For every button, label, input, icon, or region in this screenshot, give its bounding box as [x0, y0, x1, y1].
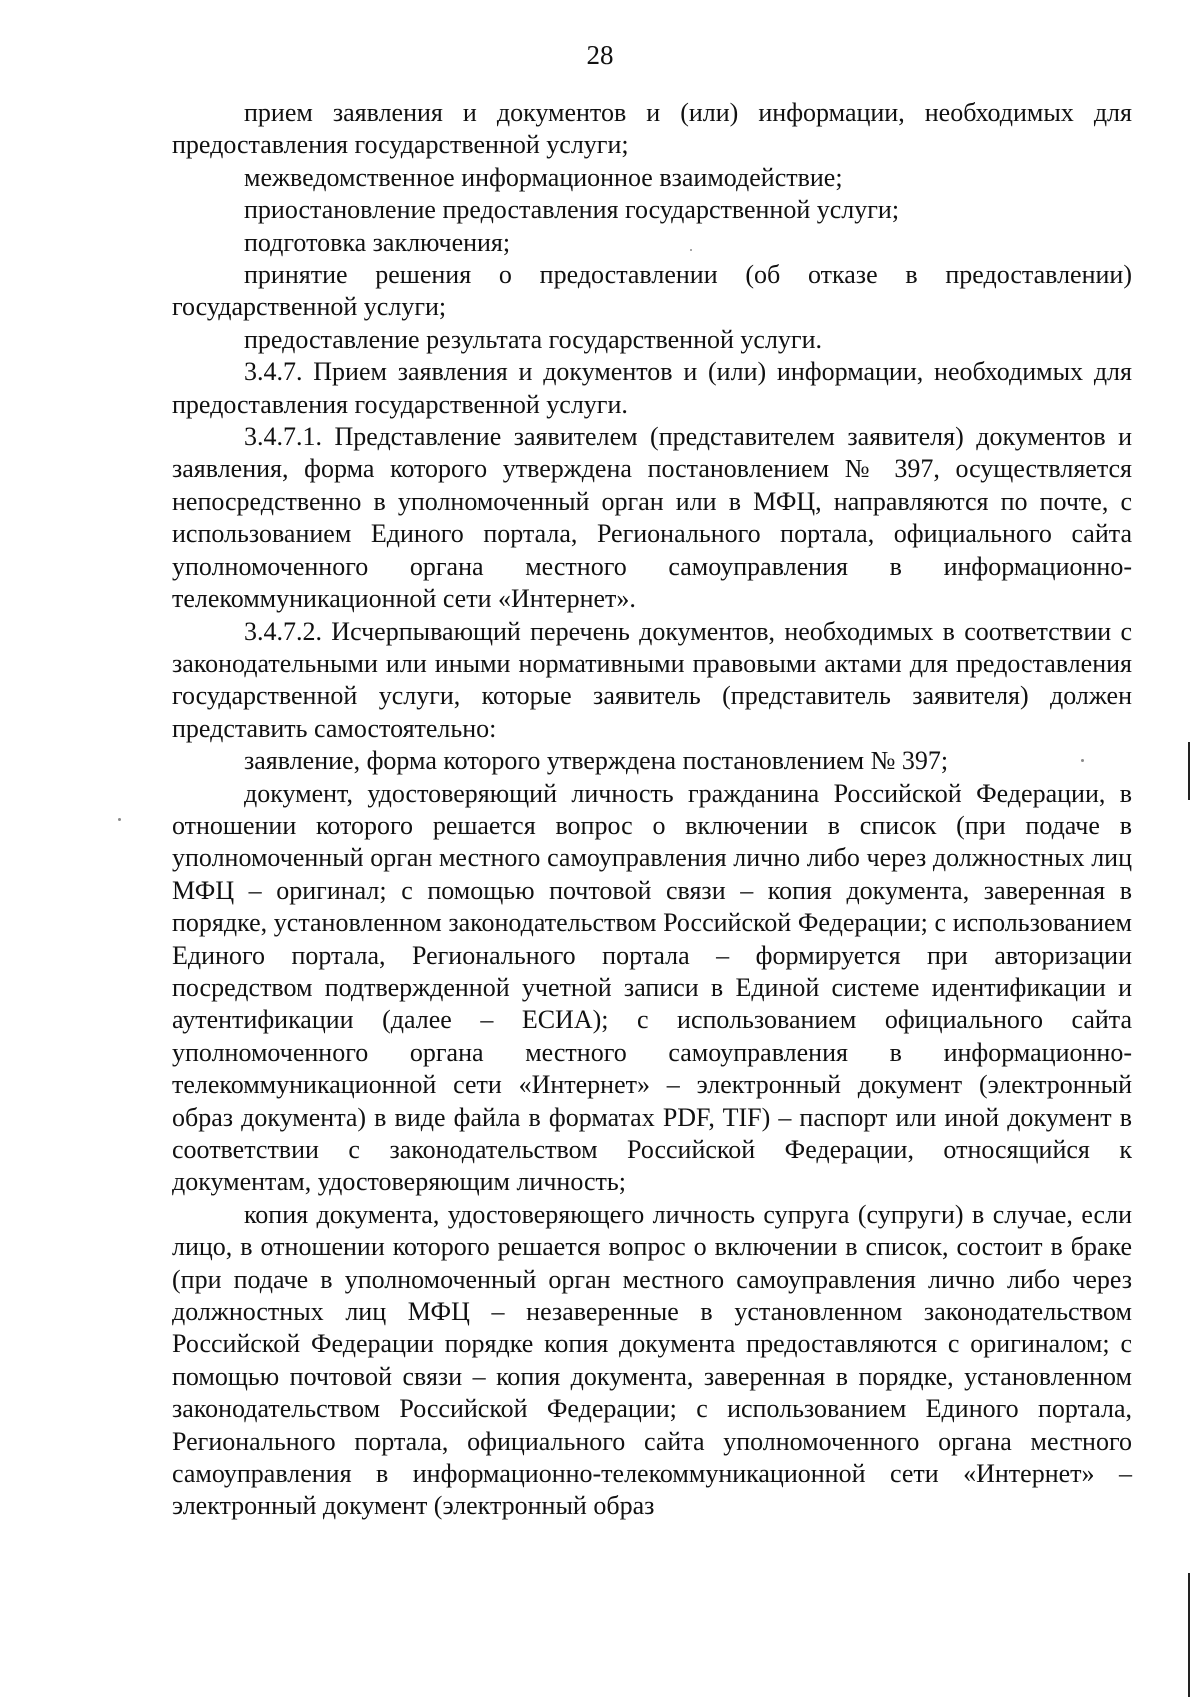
scan-speck [1081, 759, 1084, 762]
paragraph-5: принятие решения о предоставлении (об отказе в предоставлении) государственной услуги; [172, 260, 1132, 322]
paragraph-1: прием заявления и документов и (или) информации, необходимых для предоставления государственной услуги; [172, 98, 1132, 160]
paragraph-6: предоставление результата государственной услуги. [244, 324, 823, 354]
paragraph-7: 3.4.7. Прием заявления и документов и (или) информации, необходимых для предоставления государственной услуги. [172, 357, 1132, 419]
paragraph-3: приостановление предоставления государственной услуги; [244, 195, 900, 225]
document-body [172, 97, 1132, 1523]
paragraph-12: копия документа, удостоверяющего личность супруга (супруги) в случае, если лицо, в отношении которого решается вопрос о включении в список, состоит в браке (при подаче в уполномоченный орган местного самоуправления лично либо через должностных лиц МФЦ – незаверенные в установленном законодательством Российской Федерации порядке копия документа предоставляются с оригиналом; с помощью почтовой связи – копия документа, заверенная в порядке, установленном законодательством Российской Федерации; с использованием Единого портала, Регионального портала, официального сайта уполномоченного органа местного самоуправления в информационно-телекоммуникационной сети «Интернет» – электронный документ (электронный образ [172, 1199, 1132, 1521]
paragraph-9: 3.4.7.2. Исчерпывающий перечень документов, необходимых в соответствии с законодательными или иными нормативными правовыми актами для предоставления государственной услуги, которые заявитель (представитель заявителя) должен представить самостоятельно: [172, 616, 1132, 743]
scan-edge-mark [1188, 1573, 1190, 1697]
page-number: 28 [586, 40, 614, 70]
scan-speck [690, 249, 692, 251]
scan-speck [118, 818, 121, 821]
scan-edge-mark [1188, 742, 1190, 800]
paragraph-8: 3.4.7.1. Представление заявителем (представителем заявителя) документов и заявления, форма которого утверждена постановлением № 397, осуществляется непосредственно в уполномоченный орган или в МФЦ, направляются по почте, с использованием Единого портала, Регионального портала, официального сайта уполномоченного органа местного самоуправления в информационно-телекоммуникационной сети «Интернет». [172, 422, 1132, 614]
paragraph-11: документ, удостоверяющий личность гражданина Российской Федерации, в отношении которого решается вопрос о включении в список (при подаче в уполномоченный орган местного самоуправления лично либо через должностных лиц МФЦ – оригинал; с помощью почтовой связи – копия документа, заверенная в порядке, установленном законодательством Российской Федерации; с использованием Единого портала, Регионального портала – формируется при авторизации посредством подтвержденной учетной записи в Единой системе идентификации и аутентификации (далее – ЕСИА); с использованием официального сайта уполномоченного органа местного самоуправления в информационно-телекоммуникационной сети «Интернет» – электронный документ (электронный образ документа) в виде файла в форматах PDF, TIF) – паспорт или иной документ в соответствии с законодательством Российской Федерации, относящийся к документам, удостоверяющим личность; [172, 778, 1132, 1197]
paragraph-4: подготовка заключения; [244, 227, 511, 257]
paragraph-10: заявление, форма которого утверждена постановлением № 397; [244, 746, 949, 776]
paragraph-2: межведомственное информационное взаимодействие; [244, 162, 843, 192]
